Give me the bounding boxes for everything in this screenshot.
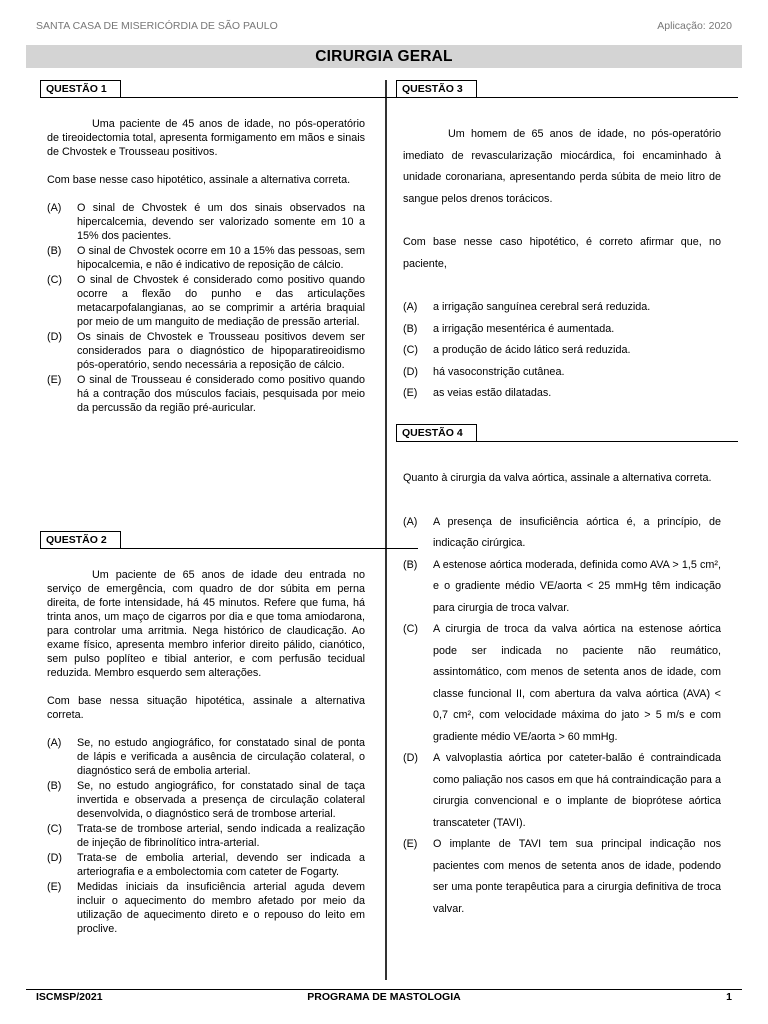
option-b[interactable]: (B) O sinal de Chvostek ocorre em 10 a 15% das pessoas, sem hipocalcemia, e não é indicativo de reposição de cálcio.	[47, 245, 365, 271]
option-a[interactable]: (A) A presença de insuficiência aórtica é, a princípio, de indicação cirúrgica.	[403, 515, 721, 549]
program-name: PROGRAMA DE MASTOLOGIA	[307, 991, 461, 1003]
column-divider	[385, 80, 387, 980]
option-b[interactable]: (B) a irrigação mesentérica é aumentada.	[403, 322, 615, 335]
option-d[interactable]: (D) A valvoplastia aórtica por cateter-balão é contraindicada como paliação nos casos em que há contraindicação para a cirurgia convencional e o implante de bioprótese aórtica transcateter (TAVI).	[403, 752, 721, 829]
option-e[interactable]: (E) O implante de TAVI tem sua principal indicação nos pacientes com menos de setenta anos de idade, podendo ser uma ponte terapêutica para a cirurgia definitiva de troca valvar.	[403, 838, 721, 915]
question-3	[403, 124, 721, 405]
question-prompt: Com base nesse caso hipotético, assinale a alternativa correta.	[47, 174, 351, 186]
option-e[interactable]: (E) O sinal de Trousseau é considerado como positivo quando há a contração dos músculos faciais, pesquisada por meio da percussão da região pré-auricular.	[47, 374, 365, 414]
page-number: 1	[726, 991, 732, 1003]
question-stem: Um homem de 65 anos de idade, no pós-operatório imediato de revascularização miocárdica, foi encaminhado à unidade coronariana, apresentando perda súbita de meio litro de sangue pelos drenos torácicos.	[403, 128, 721, 205]
exam-code: ISCMSP/2021	[36, 991, 103, 1003]
section-title: CIRURGIA GERAL	[26, 45, 742, 68]
question-stem: Um paciente de 65 anos de idade deu entrada no serviço de emergência, com quadro de dor súbita em perna direita, de forte intensidade, há 45 minutos. Refere que fuma, há trinta anos, um maço de cigarros por dia e que toma amiodarona, para controlar uma arritmia. Nega histórico de claudicação. Ao exame físico, apresenta membro inferior direito pálido, cianótico, sem pulso poplíteo e tibial anterior, e com perfusão tecidual reduzida. Membro esquerdo sem alterações.	[47, 569, 365, 679]
question-prompt: Com base nessa situação hipotética, assinale a alternativa correta.	[47, 695, 365, 721]
label-underline	[120, 548, 418, 549]
option-d[interactable]: (D) há vasoconstrição cutânea.	[403, 365, 565, 378]
option-c[interactable]: (C) O sinal de Chvostek é considerado como positivo quando ocorre a flexão do punho e das articulações metacarpofalangianas, ao se comprimir a artéria braquial por meio de um manguito de mediação de pressão arterial.	[47, 274, 365, 328]
page-header	[36, 18, 732, 36]
option-e[interactable]: (E) as veias estão dilatadas.	[403, 387, 552, 399]
question-label: QUESTÃO 1	[40, 80, 121, 98]
option-b[interactable]: (B) Se, no estudo angiográfico, for constatado sinal de taça invertida e observada a presença de circulação colateral desenvolvida, o diagnóstico será de trombose arterial.	[47, 780, 365, 820]
option-a[interactable]: (A) O sinal de Chvostek é um dos sinais observados na hipercalcemia, devendo ser valorizado somente em 10 a 15% dos pacientes.	[47, 202, 365, 242]
option-d[interactable]: (D) Trata-se de embolia arterial, devendo ser indicada a arteriografia e a embolectomia com cateter de Fogarty.	[47, 852, 365, 878]
question-2	[47, 568, 365, 936]
question-prompt: Quanto à cirurgia da valva aórtica, assinale a alternativa correta.	[403, 472, 712, 484]
question-label: QUESTÃO 3	[396, 80, 477, 98]
option-c[interactable]: (C) Trata-se de trombose arterial, sendo indicada a realização de injeção de fibrinolítico intra-arterial.	[47, 823, 365, 849]
question-label: QUESTÃO 2	[40, 531, 121, 549]
application-year: Aplicação: 2020	[657, 20, 732, 32]
option-c[interactable]: (C) A cirurgia de troca da valva aórtica na estenose aórtica pode ser indicada no paciente não reumático, assintomático, com menos de setenta anos de idade, com classe funcional II, com abertura da valva aórtica (AVA) < 0,7 cm², com velocidade máxima do jato > 5 m/s e com gradiente médio VE/aorta > 60 mmHg.	[403, 623, 721, 743]
label-underline	[120, 97, 418, 98]
question-prompt: Com base nesse caso hipotético, é correto afirmar que, no paciente,	[403, 236, 721, 270]
question-label: QUESTÃO 4	[396, 424, 477, 442]
label-underline	[476, 441, 738, 442]
label-underline	[476, 97, 738, 98]
option-e[interactable]: (E) Medidas iniciais da insuficiência arterial aguda devem incluir o aquecimento do membro afetado por meio da utilização de aquecimento direto e o repouso do leito em proclive.	[47, 881, 365, 935]
question-1	[47, 117, 365, 415]
option-b[interactable]: (B) A estenose aórtica moderada, definida como AVA > 1,5 cm², e o gradiente médio VE/aorta < 25 mmHg têm indicação para cirurgia de troca valvar.	[403, 558, 721, 614]
question-stem: Uma paciente de 45 anos de idade, no pós-operatório de tireoidectomia total, apresenta formigamento em mãos e sinais de Chvostek e Trousseau positivos.	[47, 118, 365, 158]
option-d[interactable]: (D) Os sinais de Chvostek e Trousseau positivos devem ser considerados para o diagnóstico de hipoparatireoidismo pós-operatório, sendo necessária a reposição de cálcio.	[47, 331, 365, 371]
option-a[interactable]: (A) Se, no estudo angiográfico, for constatado sinal de ponta de lápis e verificada a ausência de circulação colateral, o diagnóstico será de embolia arterial.	[47, 737, 365, 777]
institution-name: SANTA CASA DE MISERICÓRDIA DE SÃO PAULO	[36, 20, 278, 32]
question-4	[403, 468, 721, 920]
option-c[interactable]: (C) a produção de ácido lático será reduzida.	[403, 344, 631, 356]
option-a[interactable]: (A) a irrigação sanguínea cerebral será reduzida.	[403, 301, 651, 313]
page-footer	[26, 989, 742, 1006]
